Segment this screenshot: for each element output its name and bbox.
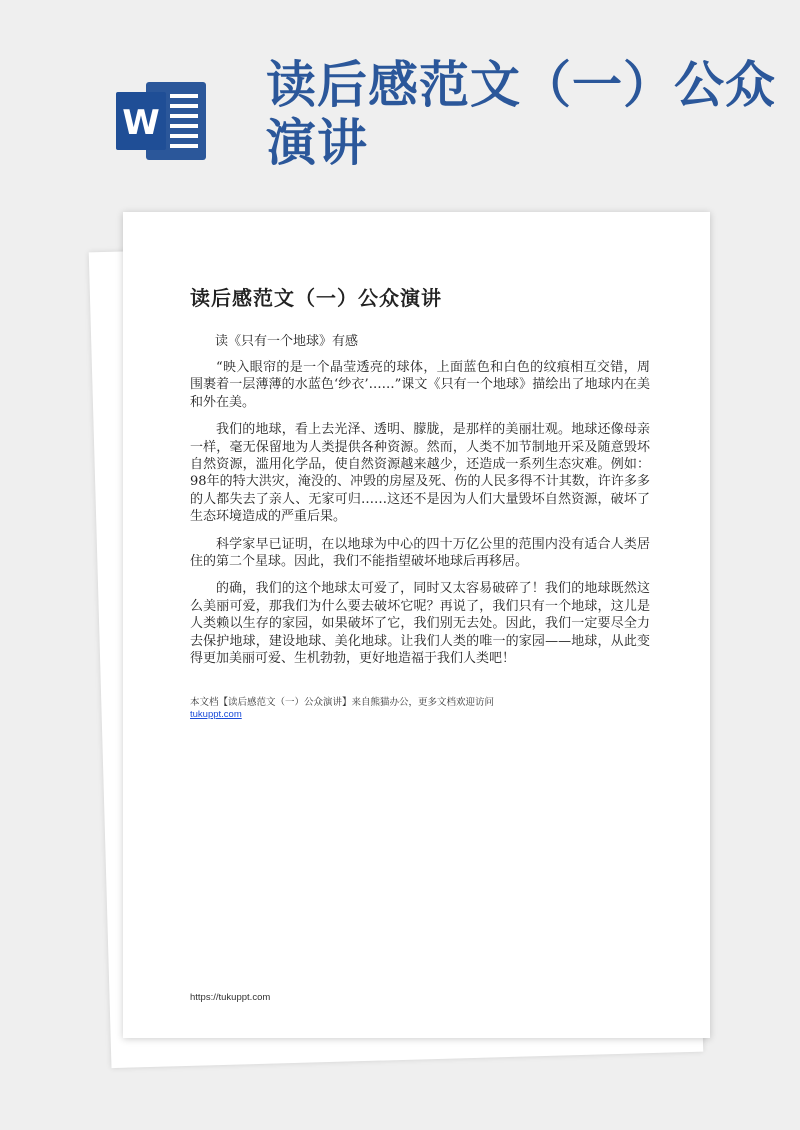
banner-title-line1: 读后感范文（一）公众 <box>266 56 776 114</box>
document-subtitle: 读《只有一个地球》有感 <box>215 334 359 349</box>
document-body <box>190 359 650 678</box>
source-note: 本文档【读后感范文（一）公众演讲】来自熊猫办公，更多文档欢迎访问 <box>190 697 495 708</box>
document-page <box>123 212 710 1038</box>
body-paragraph: 我们的地球，看上去光泽、透明、朦胧，是那样的美丽壮观。地球还像母亲一样，毫无保留地为人类提供各种资源。然而，人类不加节制地开采及随意毁坏自然资源，滥用化学品，使自然资源越来越少，还造成一系列生态灾难。例如：98年的特大洪灾，淹没的、冲毁的房屋及死、伤的人民多得不计其数，许许多多的人都失去了亲人、无家可归……这还不是因为人们大量毁坏自然资源，破坏了生态环境造成的严重后果。 <box>190 422 650 525</box>
banner-title-line2: 演讲 <box>266 114 368 172</box>
page-footer-url: https://tukuppt.com <box>190 992 271 1003</box>
source-link[interactable]: tukuppt.com <box>190 709 242 720</box>
document-title: 读后感范文（一）公众演讲 <box>190 286 442 310</box>
body-paragraph: 科学家早已证明，在以地球为中心的四十万亿公里的范围内没有适合人类居住的第二个星球。因此，我们不能指望破坏地球后再移居。 <box>190 536 650 570</box>
word-app-icon <box>112 76 212 166</box>
banner-title <box>266 56 786 172</box>
body-paragraph: “映入眼帘的是一个晶莹透亮的球体，上面蓝色和白色的纹痕相互交错，周围裹着一层薄薄的水蓝色‘纱衣’……”课文《只有一个地球》描绘出了地球内在美和外在美。 <box>190 360 650 410</box>
word-icon-letter: W <box>122 103 160 143</box>
body-paragraph: 的确，我们的这个地球太可爱了，同时又太容易破碎了！我们的地球既然这么美丽可爱，那我们为什么要去破坏它呢？再说了，我们只有一个地球，这儿是人类赖以生存的家园，如果破坏了它，我们别无去处。因此，我们一定要尽全力去保护地球，建设地球、美化地球。让我们人类的唯一的家园——地球，从此变得更加美丽可爱、生机勃勃，更好地造福于我们人类吧！ <box>190 581 650 667</box>
